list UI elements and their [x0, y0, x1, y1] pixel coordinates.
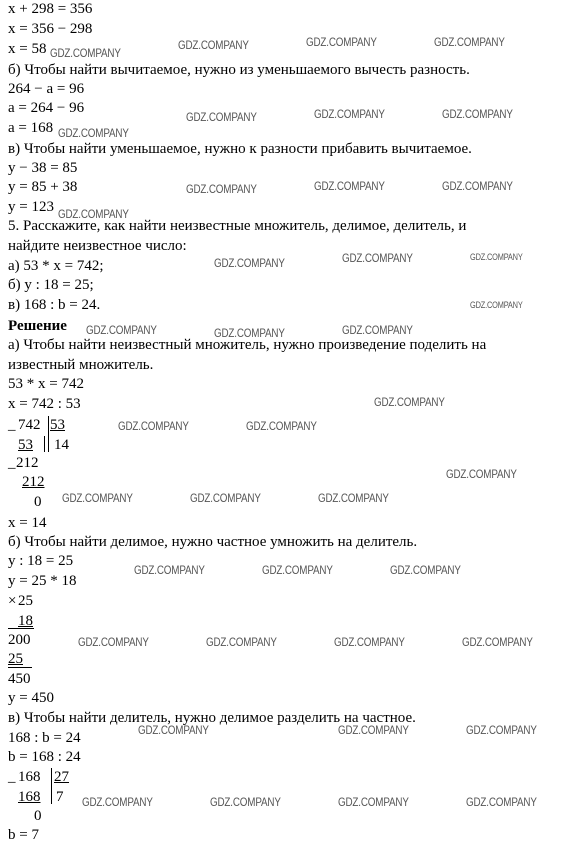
- division-bar: [44, 436, 45, 452]
- eq-line: y = 123: [8, 199, 54, 215]
- rule-text: а) Чтобы найти неизвестный множитель, нужно произведение поделить на: [8, 337, 487, 353]
- underline-rule: [8, 628, 34, 629]
- watermark: GDZ.COMPANY: [342, 251, 413, 265]
- eq-line: x = 356 − 298: [8, 21, 93, 37]
- eq-line: a = 264 − 96: [8, 100, 85, 116]
- watermark: GDZ.COMPANY: [178, 38, 249, 52]
- watermark: GDZ.COMPANY: [334, 635, 405, 649]
- eq-line: x = 14: [8, 515, 47, 531]
- watermark: GDZ.COMPANY: [462, 635, 533, 649]
- watermark: GDZ.COMPANY: [390, 563, 461, 577]
- rule-text: б) Чтобы найти вычитаемое, нужно из уменьшаемого вычесть разность.: [8, 62, 470, 78]
- task-text: найдите неизвестное число:: [8, 238, 187, 254]
- task-text: 5. Расскажите, как найти неизвестные множитель, делимое, делитель, и: [8, 218, 467, 234]
- watermark: GDZ.COMPANY: [78, 635, 149, 649]
- watermark: GDZ.COMPANY: [442, 107, 513, 121]
- rule-text: известный множитель.: [8, 357, 154, 373]
- eq-line: y = 85 + 38: [8, 179, 78, 195]
- watermark: GDZ.COMPANY: [86, 323, 157, 337]
- eq-line: 168 : b = 24: [8, 730, 81, 746]
- rule-text: в) Чтобы найти делитель, нужно делимое разделить на частное.: [8, 710, 416, 726]
- watermark: GDZ.COMPANY: [434, 35, 505, 49]
- watermark: GDZ.COMPANY: [206, 635, 277, 649]
- eq-line: x = 58: [8, 41, 47, 57]
- watermark: GDZ.COMPANY: [246, 419, 317, 433]
- watermark: GDZ.COMPANY: [134, 563, 205, 577]
- division-bar: [51, 768, 52, 804]
- watermark: GDZ.COMPANY: [58, 207, 129, 221]
- watermark: GDZ.COMPANY: [470, 252, 523, 262]
- watermark: GDZ.COMPANY: [342, 323, 413, 337]
- watermark: GDZ.COMPANY: [186, 182, 257, 196]
- watermark: GDZ.COMPANY: [314, 179, 385, 193]
- eq-line: a = 168: [8, 120, 54, 136]
- eq-line: y = 25 * 18: [8, 573, 77, 589]
- rule-text: б) Чтобы найти делимое, нужно частное умножить на делитель.: [8, 534, 418, 550]
- watermark: GDZ.COMPANY: [318, 491, 389, 505]
- watermark: GDZ.COMPANY: [262, 563, 333, 577]
- watermark: GDZ.COMPANY: [186, 110, 257, 124]
- eq-line: y − 38 = 85: [8, 160, 78, 176]
- watermark: GDZ.COMPANY: [466, 723, 537, 737]
- eq-line: b = 168 : 24: [8, 749, 81, 765]
- watermark: GDZ.COMPANY: [62, 491, 133, 505]
- eq-line: 53 * x = 742: [8, 376, 84, 392]
- watermark: GDZ.COMPANY: [214, 256, 285, 270]
- eq-line: y : 18 = 25: [8, 553, 74, 569]
- solution-heading: Решение: [8, 318, 67, 334]
- watermark: GDZ.COMPANY: [58, 126, 129, 140]
- division-bar: [48, 416, 49, 452]
- eq-line: 264 − a = 96: [8, 81, 85, 97]
- eq-line: x = 742 : 53: [8, 396, 81, 412]
- task-item: б) y : 18 = 25;: [8, 277, 94, 293]
- rule-text: в) Чтобы найти уменьшаемое, нужно к разности прибавить вычитаемое.: [8, 141, 472, 157]
- watermark: GDZ.COMPANY: [374, 395, 445, 409]
- watermark: GDZ.COMPANY: [50, 46, 121, 60]
- underline-rule: [8, 667, 32, 668]
- watermark: GDZ.COMPANY: [446, 467, 517, 481]
- watermark: GDZ.COMPANY: [306, 35, 377, 49]
- watermark: GDZ.COMPANY: [214, 326, 285, 340]
- watermark: GDZ.COMPANY: [190, 491, 261, 505]
- watermark: GDZ.COMPANY: [210, 795, 281, 809]
- task-item: а) 53 * x = 742;: [8, 258, 104, 274]
- eq-line: b = 7: [8, 827, 39, 843]
- watermark: GDZ.COMPANY: [138, 723, 209, 737]
- watermark: GDZ.COMPANY: [314, 107, 385, 121]
- watermark: GDZ.COMPANY: [338, 795, 409, 809]
- watermark: GDZ.COMPANY: [442, 179, 513, 193]
- watermark: GDZ.COMPANY: [82, 795, 153, 809]
- watermark: GDZ.COMPANY: [338, 723, 409, 737]
- task-item: в) 168 : b = 24.: [8, 297, 101, 313]
- eq-line: x + 298 = 356: [8, 1, 93, 17]
- eq-line: y = 450: [8, 690, 54, 706]
- watermark: GDZ.COMPANY: [470, 300, 523, 310]
- watermark: GDZ.COMPANY: [118, 419, 189, 433]
- watermark: GDZ.COMPANY: [466, 795, 537, 809]
